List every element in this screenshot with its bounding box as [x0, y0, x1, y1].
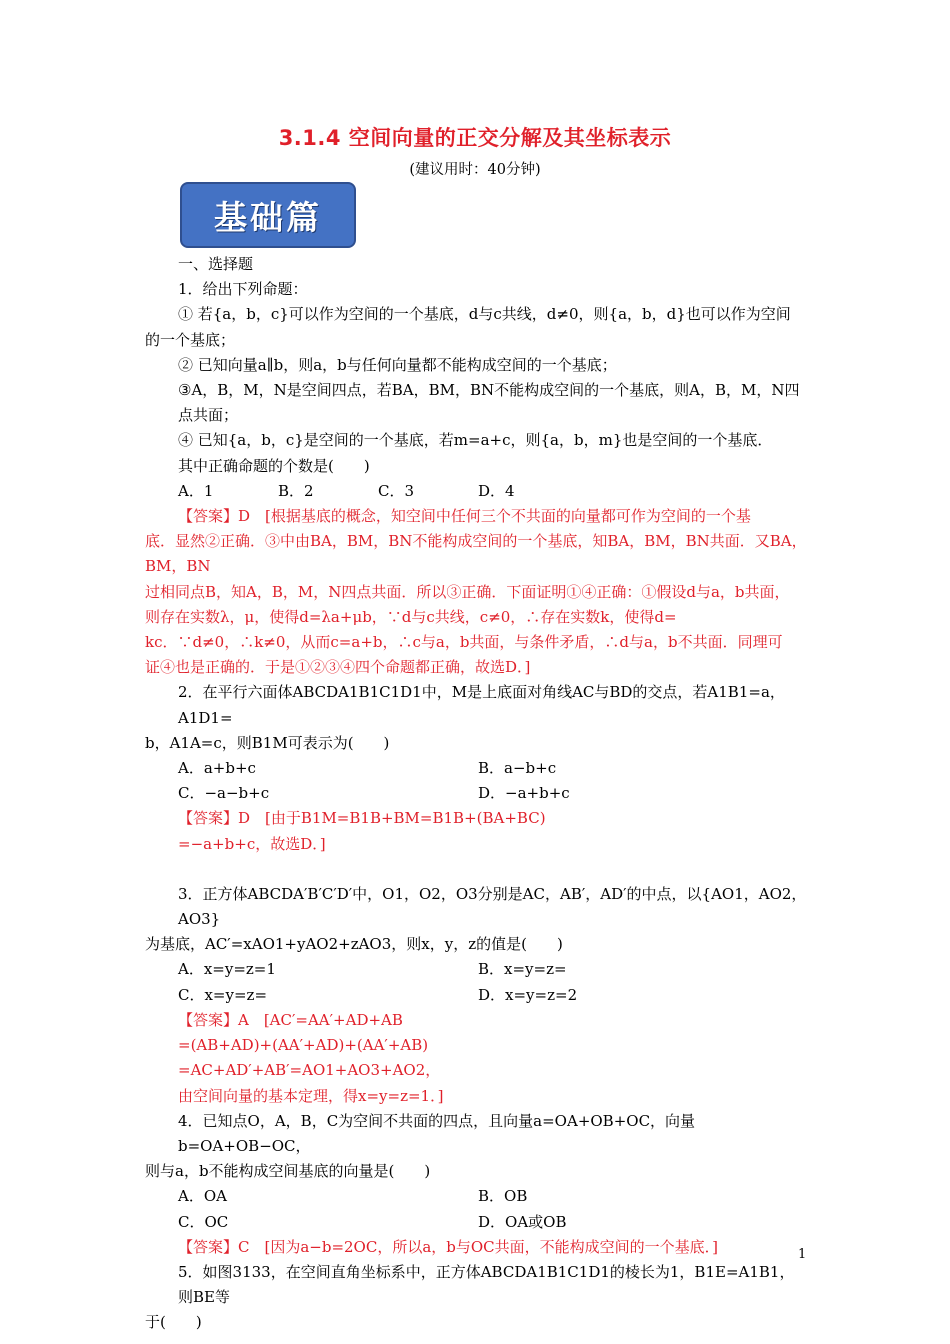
q1-answer-line: 则存在实数λ，μ，使得d=λa+μb，∵d与c共线，c≠0，∴存在实数k，使得d=	[145, 607, 677, 626]
q1-statement-1-cont: 的一个基底；	[145, 330, 236, 349]
q1-answer-line: 过相同点B，知A，B，M，N四点共面．所以③正确．下面证明①④正确：①假设d与a，b共面，	[145, 582, 790, 601]
q3-answer-line: 【答案】A [AC′=AA′+AD+AB	[178, 1010, 403, 1029]
q1-answer-line: 【答案】D [根据基底的概念，知空间中任何三个不共面的向量都可作为空间的一个基	[178, 507, 751, 526]
q2-stem: 2．在平行六面体ABCDA1B1C1D1中，M是上底面对角线AC与BD的交点，若A1B1=a，A1D1=	[178, 683, 785, 727]
q3-option-c: C．x=y=z=	[178, 985, 268, 1004]
q2-stem-cont: b，A1A=c，则B1M可表示为( )	[145, 733, 390, 752]
q3-options-row	[145, 983, 807, 1008]
q5-stem: 5．如图3133，在空间直角坐标系中，正方体ABCDA1B1C1D1的棱长为1，B1E=A1B1，则BE等	[178, 1262, 795, 1307]
q3-option-a: A．x=y=z=1	[178, 960, 276, 979]
q1-answer-line: kc．∵d≠0，∴k≠0，从而c=a+b，∴c与a，b共面，与条件矛盾，∴d与a，b不共面．同理可	[145, 633, 783, 652]
q3-answer-line: =(AB+AD)+(AA′+AD)+(AA′+AB)	[178, 1036, 429, 1055]
q4-option-b: B．OB	[478, 1187, 528, 1206]
q4-stem-cont: 则与a，b不能构成空间基底的向量是( )	[145, 1162, 431, 1181]
q1-statement-1: ① 若{a，b，c}可以作为空间的一个基底，d与c共线，d≠0，则{a，b，d}也可以作为空间	[178, 305, 791, 324]
q1-ask: 其中正确命题的个数是( )	[178, 456, 370, 475]
q2-option-a: A．a+b+c	[178, 759, 256, 778]
section-badge: 基础篇	[180, 182, 356, 248]
spacer	[145, 857, 807, 882]
q3-stem-cont: 为基底，AC′=xAO1+yAO2+zAO3，则x，y，z的值是( )	[145, 935, 563, 954]
q1-option-c: C．3	[378, 481, 415, 500]
q4-stem: 4．已知点O，A，B，C为空间不共面的四点，且向量a=OA+OB+OC，向量b=OA+OB−OC，	[178, 1111, 696, 1155]
q1-statement-3: ③A，B，M，N是空间四点，若BA，BM，BN不能构成空间的一个基底，则A，B，M，N四点共面；	[178, 381, 800, 425]
q1-statement-2: ② 已知向量a∥b，则a，b与任何向量都不能构成空间的一个基底；	[178, 355, 617, 374]
q4-option-a: A．OA	[178, 1187, 227, 1206]
q3-answer-line: =AC+AD′+AB′=AO1+AO3+AO2，	[178, 1061, 441, 1080]
q1-statement-4: ④ 已知{a，b，c}是空间的一个基底，若m=a+c，则{a，b，m}也是空间的一个基底．	[178, 431, 773, 450]
q2-option-d: D．−a+b+c	[478, 784, 570, 803]
q3-answer-line: 由空间向量的基本定理，得x=y=z=1．]	[178, 1086, 444, 1105]
q5-stem-cont: 于( )	[145, 1313, 202, 1332]
q4-answer: 【答案】C [因为a−b=2OC，所以a，b与OC共面，不能构成空间的一个基底．]	[178, 1237, 719, 1256]
q2-options-row	[145, 756, 807, 781]
q3-option-b: B．x=y=z=	[478, 960, 567, 979]
q4-options-row	[145, 1184, 807, 1209]
q1-option-d: D．4	[478, 481, 515, 500]
q3-option-d: D．x=y=z=2	[478, 985, 578, 1004]
q1-answer-line: 证④也是正确的．于是①②③④四个命题都正确，故选D．]	[145, 658, 531, 677]
q1-answer-line: 底．显然②正确．③中由BA，BM，BN不能构成空间的一个基底，知BA，BM，BN共面．又BA，BM，BN	[145, 532, 807, 576]
page-title: 3.1.4 空间向量的正交分解及其坐标表示	[278, 126, 672, 150]
q1-option-a: A．1	[178, 481, 214, 500]
q2-answer-line: 【答案】D [由于B1M=B1B+BM=B1B+(BA+BC)	[178, 809, 546, 828]
q2-answer-line: =−a+b+c，故选D．]	[178, 834, 326, 853]
q3-options-row	[145, 957, 807, 982]
q4-options-row	[145, 1210, 807, 1235]
q3-stem: 3．正方体ABCDA′B′C′D′中，O1，O2，O3分别是AC，AB′，AD′的中点，以{AO1，AO2，AO3}	[178, 884, 807, 929]
q1-option-b: B．2	[278, 481, 314, 500]
q2-option-b: B．a−b+c	[478, 759, 557, 778]
page-number: 1	[798, 1247, 807, 1262]
q1-options	[145, 479, 807, 504]
section-heading: 一、选择题	[178, 255, 254, 273]
q2-options-row	[145, 781, 807, 806]
q1-stem: 1．给出下列命题：	[178, 280, 308, 299]
q2-option-c: C．−a−b+c	[178, 784, 270, 803]
q4-option-d: D．OA或OB	[478, 1212, 567, 1231]
suggested-time: (建议用时：40分钟)	[409, 162, 541, 178]
q4-option-c: C．OC	[178, 1212, 229, 1231]
document-body	[145, 252, 807, 1336]
